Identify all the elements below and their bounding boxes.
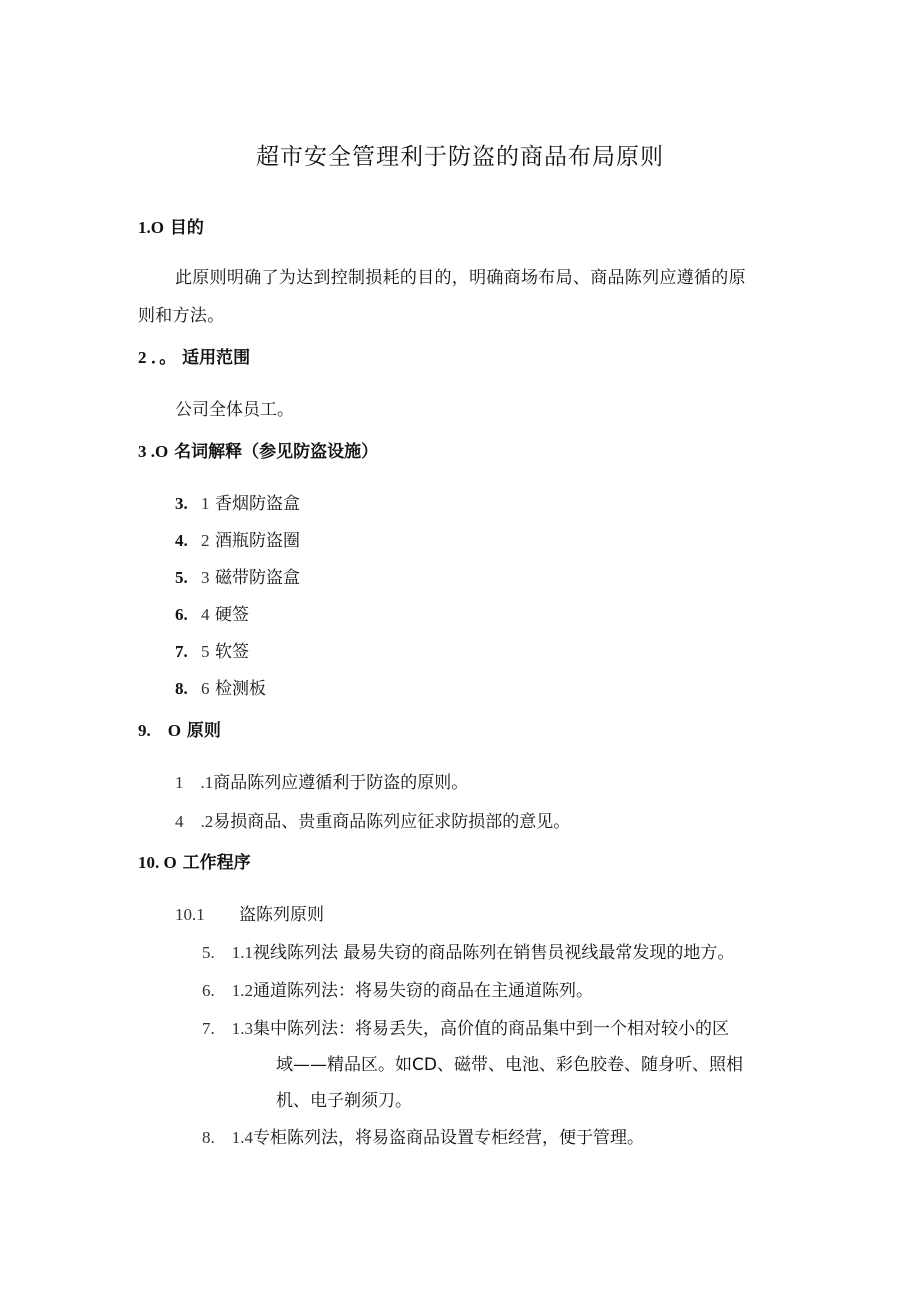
section-3-heading (138, 440, 378, 464)
section-10-heading (138, 851, 251, 875)
list-item: 5. 1.1视线陈列法 最易失窃的商品陈列在销售员视线最常发现的地方。 (202, 943, 735, 963)
section-2-body: 公司全体员工。 (175, 400, 294, 420)
list-item: 6. 1.2通道陈列法：将易失窃的商品在主通道陈列。 (202, 981, 593, 1001)
document-title: 超市安全管理利于防盗的商品布局原则 (256, 144, 664, 170)
section-2-heading (138, 346, 250, 370)
body-line: 此原则明确了为达到控制损耗的目的，明确商场布局、商品陈列应遵循的原 (175, 268, 746, 288)
section-title: 适用范围 (182, 348, 251, 368)
section-number: 2 ．。 (138, 348, 177, 367)
subsection-heading: 10.1 盗陈列原则 (175, 905, 324, 925)
section-number: 3 .O (138, 442, 169, 461)
list-item: 7. 5 软签 (175, 642, 249, 662)
list-item: 1 .1商品陈列应遵循利于防盗的原则。 (175, 773, 469, 793)
section-1-heading (138, 216, 204, 240)
list-item: 8. 6 检测板 (175, 679, 266, 699)
list-item: 4 .2易损商品、贵重商品陈列应征求防损部的意见。 (175, 812, 571, 832)
section-title: 名词解释（参见防盗设施） (174, 442, 379, 462)
list-item: 7. 1.3集中陈列法：将易丢失，高价值的商品集中到一个相对较小的区 (202, 1019, 729, 1039)
section-title: 目的 (169, 218, 204, 238)
section-1-body (138, 259, 798, 335)
list-item-continuation: 域——精品区。如CD、磁带、电池、彩色胶卷、随身听、照相 (276, 1055, 743, 1075)
list-item: 6. 4 硬签 (175, 605, 249, 625)
list-item: 4. 2 酒瓶防盗圈 (175, 531, 300, 551)
section-title: 原则 (186, 721, 221, 741)
section-number: 1.O (138, 218, 164, 237)
section-number: 10. O (138, 853, 177, 872)
list-item: 8. 1.4专柜陈列法，将易盗商品设置专柜经营，便于管理。 (202, 1128, 644, 1148)
section-number: 9. O (138, 721, 181, 740)
section-title: 工作程序 (182, 853, 251, 873)
list-item-continuation: 机、电子剃须刀。 (276, 1091, 412, 1111)
section-9-heading (138, 719, 221, 743)
list-item: 3. 1 香烟防盗盒 (175, 494, 300, 514)
list-item: 5. 3 磁带防盗盒 (175, 568, 300, 588)
body-line: 则和方法。 (138, 306, 225, 326)
